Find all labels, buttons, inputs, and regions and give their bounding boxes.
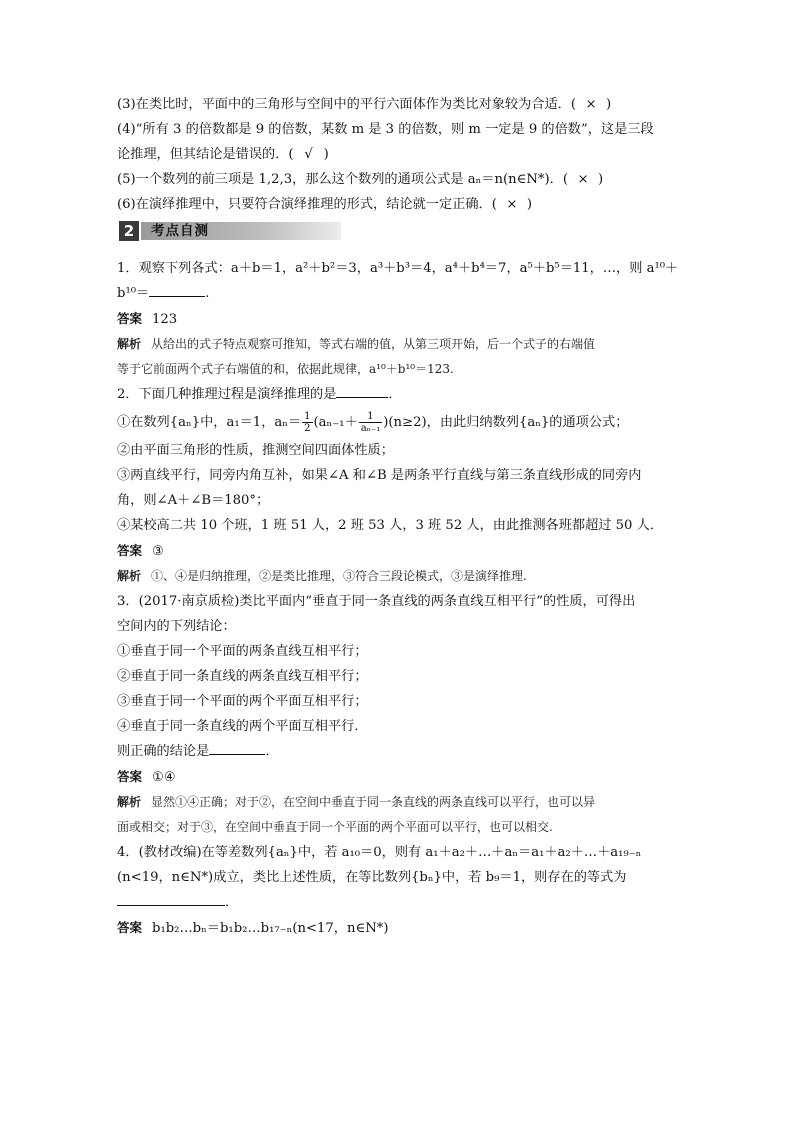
fraction bbox=[359, 411, 383, 434]
close-paren: ) bbox=[606, 97, 612, 112]
option-text: ③两直线平行，同旁内角互补，如果∠A 和∠B 是两条平行直线与第三条直线形成的同旁内 bbox=[117, 468, 642, 483]
close-paren: ) bbox=[526, 197, 533, 212]
explanation-text: 面或相交；对于③，在空间中垂直于同一个平面的两个平面可以平行，也可以相交. bbox=[117, 820, 553, 834]
q1-stem bbox=[117, 256, 687, 281]
fraction bbox=[302, 411, 312, 434]
explanation-text: 等于它前面两个式子右端值的和，依据此规律，a¹⁰＋b¹⁰＝123. bbox=[117, 362, 454, 376]
option-text: )(n≥2)，由此归纳数列{aₙ}的通项公式； bbox=[383, 415, 629, 430]
q3-option-3 bbox=[117, 689, 687, 714]
q4-end: ． bbox=[225, 895, 239, 910]
option-text: ③垂直于同一个平面的两个平面互相平行； bbox=[117, 694, 368, 709]
explanation-text: 显然①④正确；对于②，在空间中垂直于同一条直线的两条直线可以平行，也可以异 bbox=[151, 795, 596, 809]
fraction-numerator: 1 bbox=[304, 411, 311, 422]
q2-option-2 bbox=[117, 438, 687, 463]
answer-value: b₁b₂…bₙ＝b₁b₂…b₁₇₋ₙ(n<17，n∈N*) bbox=[152, 921, 389, 936]
check-mark: √ bbox=[304, 147, 313, 162]
q3-text: 3．(2017·南京质检)类比平面内“垂直于同一条直线的两条直线互相平行”的性质，可得出 bbox=[117, 594, 636, 609]
answer-value: ①④ bbox=[152, 770, 176, 785]
option-text: ④某校高二共 10 个班，1 班 51 人，2 班 53 人，3 班 52 人，由此推测各班都超过 50 人． bbox=[117, 518, 664, 533]
q3-answer bbox=[117, 764, 687, 790]
q3-end: ． bbox=[265, 744, 279, 759]
section-number: 2 bbox=[119, 221, 139, 241]
answer-value: 123 bbox=[152, 312, 178, 327]
fraction-numerator: 1 bbox=[359, 411, 383, 423]
cross-mark: × bbox=[577, 172, 589, 187]
q3-option-2 bbox=[117, 664, 687, 689]
cross-mark: × bbox=[506, 197, 518, 212]
q2-end: ． bbox=[388, 387, 402, 402]
fraction-denominator: 2 bbox=[304, 423, 311, 434]
answer-label: 答案 bbox=[117, 769, 143, 784]
option-text: ②由平面三角形的性质，推测空间四面体性质； bbox=[117, 443, 394, 458]
q4-text: (n<19，n∈N*)成立，类比上述性质，在等比数列{bₙ}中，若 b₉＝1，则存在的等式为 bbox=[117, 870, 627, 885]
q1-text: 1．观察下列各式：a＋b＝1，a²＋b²＝3，a³＋b³＝4，a⁴＋b⁴＝7，a⁵＋b⁵＝11，…，则 a¹⁰＋ bbox=[117, 261, 679, 276]
q2-explanation bbox=[117, 564, 687, 589]
close-paren: ) bbox=[598, 172, 604, 187]
explanation-label: 解析 bbox=[117, 569, 142, 583]
q3-explanation-cont bbox=[117, 815, 687, 840]
q3-ask bbox=[117, 739, 687, 764]
answer-blank bbox=[336, 383, 388, 398]
q4-stem-cont bbox=[117, 865, 687, 890]
option-text: 角，则∠A＋∠B＝180°； bbox=[117, 493, 270, 508]
answer-label: 答案 bbox=[117, 543, 143, 558]
item-text: (5)一个数列的前三项是 1,2,3，那么这个数列的通项公式是 aₙ＝n(n∈N*)．( bbox=[117, 172, 568, 187]
q4-stem bbox=[117, 840, 687, 865]
answer-label: 答案 bbox=[117, 920, 143, 935]
q2-option-1 bbox=[117, 407, 687, 438]
judgement-item-4 bbox=[117, 117, 687, 142]
explanation-label: 解析 bbox=[117, 795, 142, 809]
q2-option-4 bbox=[117, 513, 687, 538]
option-text: ②垂直于同一条直线的两条直线互相平行； bbox=[117, 669, 368, 684]
q2-option-3-cont bbox=[117, 488, 687, 513]
q2-stem bbox=[117, 382, 687, 407]
section-header bbox=[117, 220, 687, 242]
answer-value: ③ bbox=[152, 544, 164, 559]
section-title: 考点自测 bbox=[151, 223, 209, 239]
answer-label: 答案 bbox=[117, 311, 143, 326]
option-text: ①垂直于同一个平面的两条直线互相平行； bbox=[117, 644, 368, 659]
item-text: 论推理，但其结论是错误的．( bbox=[117, 147, 294, 162]
q1-text: b¹⁰＝ bbox=[117, 286, 150, 301]
item-text: (4)“所有 3 的倍数都是 9 的倍数，某数 m 是 3 的倍数，则 m 一定是 9 的倍数”，这是三段 bbox=[117, 122, 654, 137]
fraction-denominator: aₙ₋₁ bbox=[360, 423, 381, 434]
option-text: ④垂直于同一条直线的两个平面互相平行． bbox=[117, 719, 368, 734]
judgement-item-4-cont bbox=[117, 142, 687, 167]
q3-option-4 bbox=[117, 714, 687, 739]
q1-explanation-cont bbox=[117, 357, 687, 382]
q1-explanation bbox=[117, 332, 687, 357]
q3-text: 则正确的结论是 bbox=[117, 744, 210, 759]
q3-stem-cont bbox=[117, 614, 687, 639]
document-page bbox=[117, 92, 687, 941]
q3-text: 空间内的下列结论： bbox=[117, 619, 236, 634]
option-text: ①在数列{aₙ}中，a₁＝1，aₙ＝ bbox=[117, 415, 302, 430]
q2-option-3 bbox=[117, 463, 687, 488]
q4-answer bbox=[117, 915, 687, 941]
q3-stem bbox=[117, 589, 687, 614]
answer-blank bbox=[149, 282, 205, 297]
q4-text: 4．(教材改编)在等差数列{aₙ}中，若 a₁₀＝0，则有 a₁＋a₂＋…＋aₙ＝a₁＋a₂＋…＋a₁₉₋ₙ bbox=[117, 845, 642, 860]
q2-answer bbox=[117, 538, 687, 564]
q3-explanation bbox=[117, 790, 687, 815]
item-text: (6)在演绎推理中，只要符合演绎推理的形式，结论就一定正确．( bbox=[117, 197, 497, 212]
explanation-text: 从给出的式子特点观察可推知，等式右端的值，从第三项开始，后一个式子的右端值 bbox=[151, 337, 596, 351]
q1-stem-cont bbox=[117, 281, 687, 306]
explanation-text: ①、④是归纳推理，②是类比推理，③符合三段论模式，③是演绎推理. bbox=[151, 569, 527, 583]
explanation-label: 解析 bbox=[117, 337, 142, 351]
answer-blank bbox=[209, 740, 265, 755]
item-text: (3)在类比时，平面中的三角形与空间中的平行六面体作为类比对象较为合适．( bbox=[117, 97, 577, 112]
q2-text: 2．下面几种推理过程是演绎推理的是 bbox=[117, 387, 337, 402]
cross-mark: × bbox=[585, 97, 597, 112]
close-paren: ) bbox=[323, 147, 329, 162]
q1-end: . bbox=[205, 286, 210, 301]
q3-option-1 bbox=[117, 639, 687, 664]
judgement-item-5 bbox=[117, 167, 687, 192]
answer-blank bbox=[117, 891, 225, 906]
option-text: (aₙ₋₁＋ bbox=[313, 415, 358, 430]
q1-answer bbox=[117, 306, 687, 332]
judgement-item-6 bbox=[117, 192, 687, 217]
q4-blank-line bbox=[117, 890, 687, 915]
judgement-item-3 bbox=[117, 92, 687, 117]
